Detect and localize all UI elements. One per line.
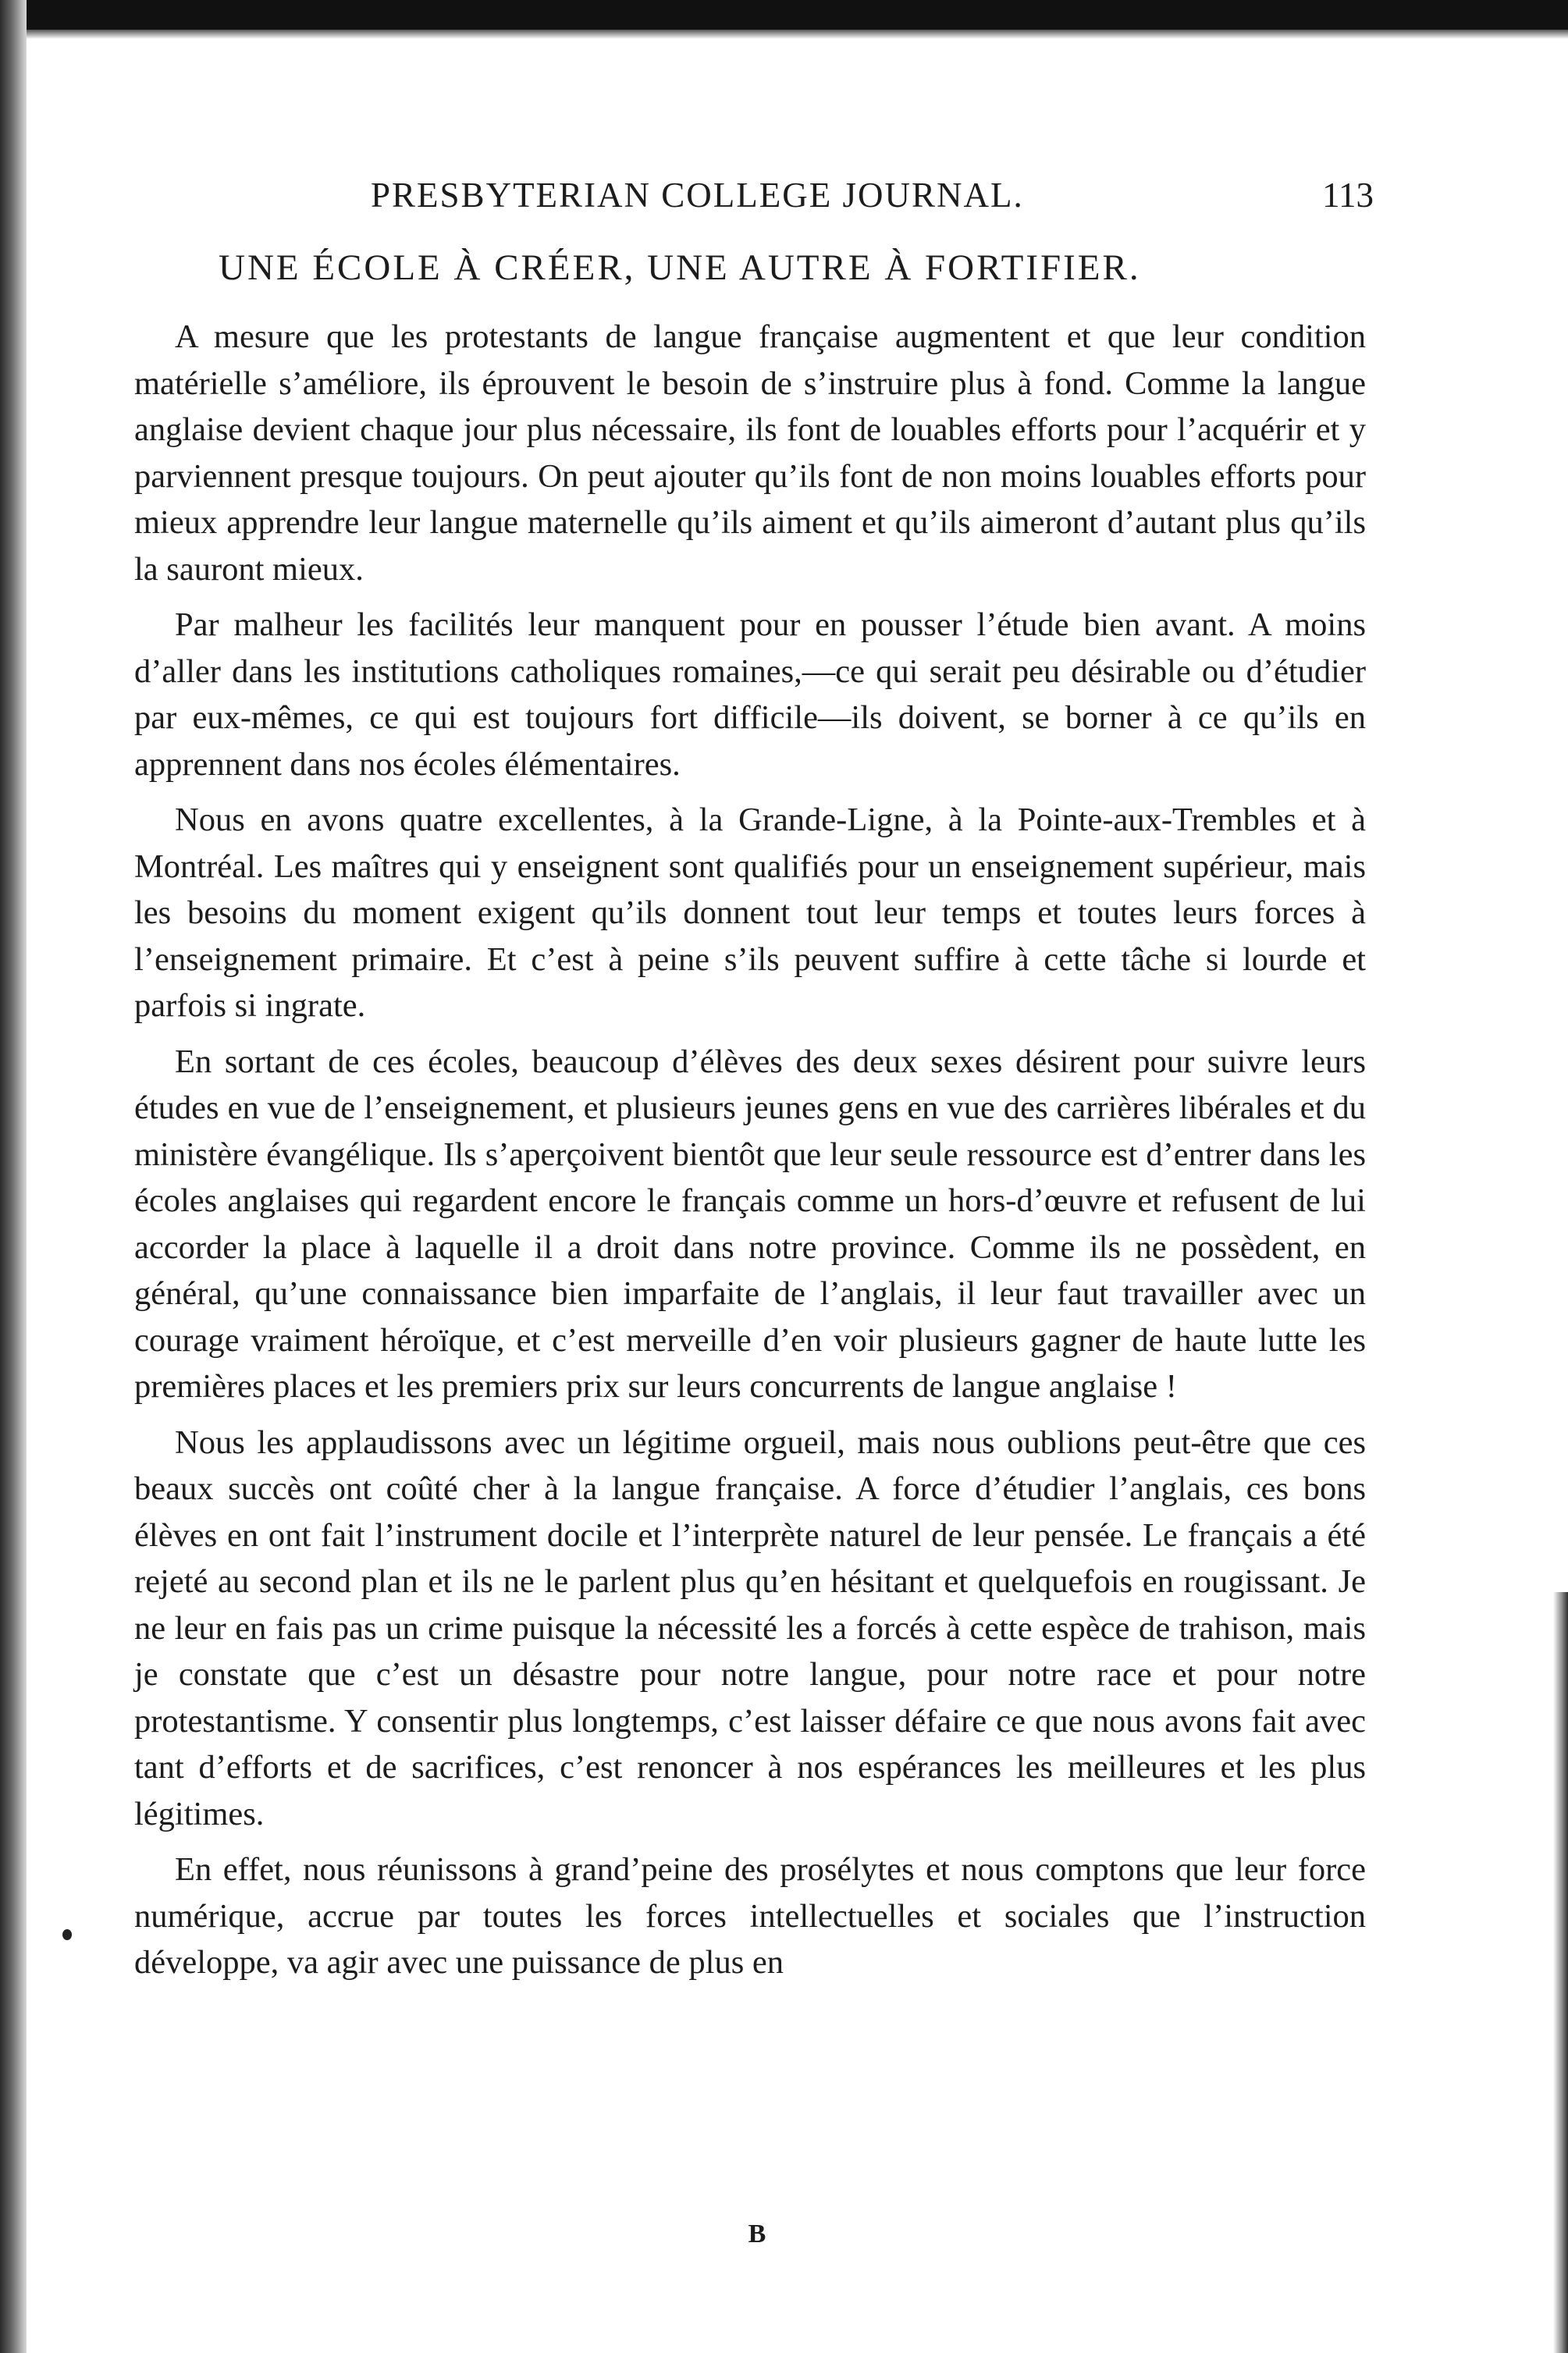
paragraph-6: En effet, nous réunissons à grand’peine des prosélytes et nous comptons que leur force numérique, accrue par toutes les forces intellectuelles et sociales que l’instruction développe, va agir avec une puissance de plus en: [134, 1851, 1366, 1981]
signature-mark: B: [748, 2220, 766, 2248]
paragraph-5: Nous les applaudissons avec un légitime orgueil, mais nous oublions peut-être que ces beaux succès ont coûté cher à la langue française. A force d’étudier l’anglais, ces bons élèves en ont fait l’instrument docile et l’interprète naturel de leur pensée. Le français a été rejeté au second plan et ils ne le parlent plus qu’en hésitant et quelquefois en rougissant. Je ne leur en fais pas un crime puisque la nécessité les a forcés à cette espèce de trahison, mais je constate que c’est un désastre pour notre langue, pour notre race et pour notre protestantisme. Y consentir plus longtemps, c’est laisser défaire ce que nous avons fait avec tant d’efforts et de sacrifices, c’est renoncer à nos espérances les meilleures et les plus légitimes.: [134, 1424, 1366, 1832]
paragraph-4: En sortant de ces écoles, beaucoup d’élèves des deux sexes désirent pour suivre leurs études en vue de l’enseignement, et plusieurs jeunes gens en vue des carrières libérales et du ministère évangélique. Ils s’aperçoivent bientôt que leur seule ressource est d’entrer dans les écoles anglaises qui regardent encore le français comme un hors-d’œuvre et refusent de lui accorder la place à laquelle il a droit dans notre province. Comme ils ne possèdent, en général, qu’une connaissance bien imparfaite de l’anglais, il leur faut travailler avec un courage vraiment héroïque, et c’est merveille d’en voir plusieurs gagner de haute lutte les premières places et les premiers prix sur leurs concurrents de langue anglaise !: [134, 1043, 1366, 1405]
article-body: [134, 314, 1366, 1996]
margin-ink-mark: [62, 1929, 72, 1940]
scan-left-border: [0, 0, 27, 2353]
scan-right-edge: [1553, 1592, 1568, 2353]
page-number: 113: [1322, 176, 1374, 215]
scan-top-border: [0, 0, 1568, 30]
running-head: PRESBYTERIAN COLLEGE JOURNAL.: [371, 176, 1024, 215]
article-title: UNE ÉCOLE À CRÉER, UNE AUTRE À FORTIFIER.: [219, 247, 1141, 288]
paragraph-3: Nous en avons quatre excellentes, à la Grande-Ligne, à la Pointe-aux-Trembles et à Montréal. Les maîtres qui y enseignent sont qualifiés pour un enseignement supérieur, mais les besoins du moment exigent qu’ils donnent tout leur temps et toutes leurs forces à l’enseignement primaire. Et c’est à peine s’ils peuvent suffire à cette tâche si lourde et parfois si ingrate.: [134, 802, 1366, 1024]
paragraph-1: A mesure que les protestants de langue française augmentent et que leur condition matérielle s’améliore, ils éprouvent le besoin de s’instruire plus à fond. Comme la langue anglaise devient chaque jour plus nécessaire, ils font de louables efforts pour l’acquérir et y parviennent presque toujours. On peut ajouter qu’ils font de non moins louables efforts pour mieux apprendre leur langue maternelle qu’ils aiment et qu’ils aimeront d’autant plus qu’ils la sauront mieux.: [134, 318, 1366, 588]
scan-top-shadow: [0, 30, 1568, 39]
paragraph-2: Par malheur les facilités leur manquent pour en pousser l’étude bien avant. A moins d’aller dans les institutions catholiques romaines,—ce qui serait peu désirable ou d’étudier par eux-mêmes, ce qui est toujours fort difficile—ils doivent, se borner à ce qu’ils en apprennent dans nos écoles élémentaires.: [134, 606, 1366, 783]
